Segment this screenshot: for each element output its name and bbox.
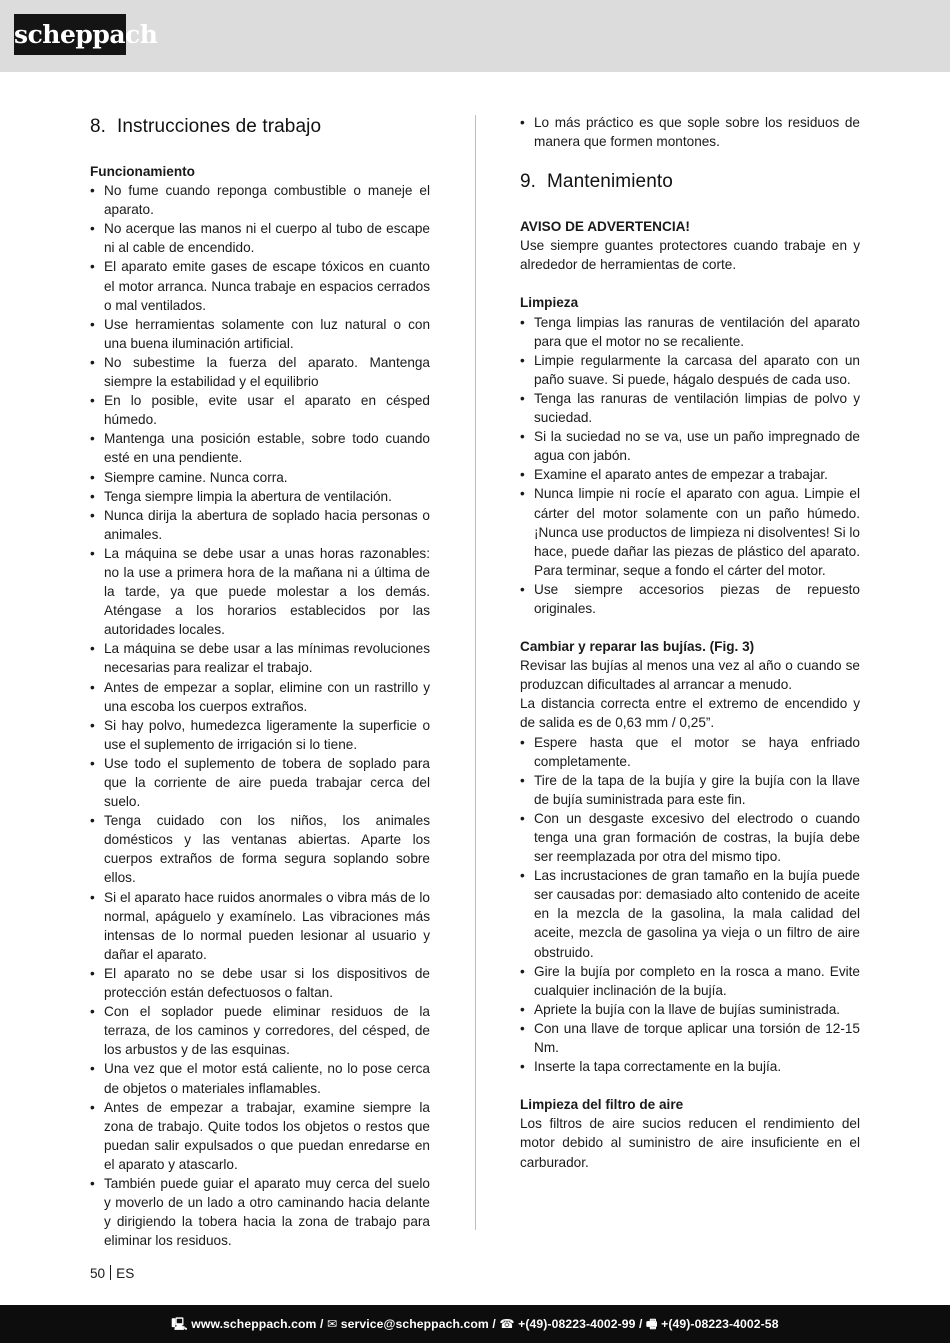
cleaning-heading: Limpieza (520, 295, 579, 311)
list-item: • Use siempre accesorios piezas de repuesto originales. (520, 580, 860, 618)
list-item: • Inserte la tapa correctamente en la bujía. (520, 1057, 860, 1076)
list-item: • Si el aparato hace ruidos anormales o vibra más de lo normal, apáguelo y examínelo. Las vibraciones más intensas de lo normal pueden lesionar al usuario y dañar el aparato. (90, 888, 430, 964)
computer-icon: 🖳 (171, 1317, 188, 1331)
list-item: • Gire la bujía por completo en la rosca a mano. Evite cualquier inclinación de la bujía. (520, 962, 860, 1000)
scheppach-logo: scheppach (14, 14, 126, 55)
warning-heading: AVISO DE ADVERTENCIA! (520, 219, 690, 235)
section-8-title-text: Instrucciones de trabajo (117, 116, 322, 137)
list-item: • Antes de empezar a soplar, elimine con un rastrillo y una escoba los cuerpos extraños. (90, 678, 430, 716)
list-item: • En lo posible, evite usar el aparato en césped húmedo. (90, 391, 430, 429)
list-item: • Apriete la bujía con la llave de bujías suministrada. (520, 1000, 860, 1019)
column-divider (475, 115, 476, 1230)
fax-icon: 🖷 (646, 1317, 658, 1331)
list-item: • Espere hasta que el motor se haya enfriado completamente. (520, 733, 860, 771)
continued-list (520, 113, 860, 151)
section-8-number: 8. (90, 116, 107, 137)
section-8-title (90, 113, 430, 141)
list-item: • Examine el aparato antes de empezar a trabajar. (520, 465, 860, 484)
spark-plug-heading: Cambiar y reparar las bujías. (Fig. 3) (520, 639, 755, 655)
list-item: • No fume cuando reponga combustible o maneje el aparato. (90, 181, 430, 219)
list-item: • Una vez que el motor está caliente, no lo pose cerca de objetos o materiales inflamables. (90, 1059, 430, 1097)
list-item: • Tenga limpias las ranuras de ventilación del aparato para que el motor no se recaliente. (520, 313, 860, 351)
list-item: • Lo más práctico es que sople sobre los residuos de manera que formen montones. (520, 113, 860, 151)
list-item: • Con un desgaste excesivo del electrodo o cuando tenga una gran formación de costras, la bujía debe ser reemplazada por otra del mismo tipo. (520, 809, 860, 866)
cleaning-list (520, 313, 860, 619)
list-item: • Mantenga una posición estable, sobre todo cuando esté en una pendiente. (90, 429, 430, 467)
list-item: • No subestime la fuerza del aparato. Mantenga siempre la estabilidad y el equilibrio (90, 353, 430, 391)
air-filter-heading: Limpieza del filtro de aire (520, 1097, 684, 1113)
fax-number: +(49)-08223-4002-58 (661, 1317, 779, 1331)
list-item: • Tenga siempre limpia la abertura de ventilación. (90, 487, 430, 506)
list-item: • Si la suciedad no se va, use un paño impregnado de agua con jabón. (520, 427, 860, 465)
list-item: • Siempre camine. Nunca corra. (90, 468, 430, 487)
list-item: • El aparato no se debe usar si los dispositivos de protección están defectuosos o faltan. (90, 964, 430, 1002)
language-code: ES (116, 1266, 135, 1281)
left-column (90, 113, 430, 1250)
list-item: • Tenga cuidado con los niños, los animales domésticos y las ventanas abiertas. Aparte los cuerpos extraños de forma segura soplando sobre ellos. (90, 811, 430, 887)
phone-number: +(49)-08223-4002-99 (518, 1317, 636, 1331)
page-header (0, 0, 950, 72)
list-item: • La máquina se debe usar a las mínimas revoluciones necesarias para realizar el trabajo. (90, 639, 430, 677)
phone-icon: ☎ (499, 1317, 515, 1331)
page-number: 50 (90, 1266, 106, 1281)
list-item: • Tire de la tapa de la bujía y gire la bujía con la llave de bujía suministrada para este fin. (520, 771, 860, 809)
list-item: • Si hay polvo, humedezca ligeramente la superficie o use el suplemento de irrigación si lo tiene. (90, 716, 430, 754)
list-item: • El aparato emite gases de escape tóxicos en cuanto el motor arranca. Nunca trabaje en espacios cerrados o mal ventilados. (90, 257, 430, 314)
list-item: • No acerque las manos ni el cuerpo al tubo de escape ni al cable de encendido. (90, 219, 430, 257)
section-9-title-text: Mantenimiento (547, 171, 673, 193)
spark-plug-text-1: Revisar las bujías al menos una vez al año o cuando se produzcan dificultades al arrancar a menudo. (520, 658, 860, 693)
list-item: • Antes de empezar a trabajar, examine siempre la zona de trabajo. Quite todos los objetos o restos que puedan salir expulsados o que puedan enredarse en el aparato y atascarlo. (90, 1098, 430, 1174)
list-item: • Use herramientas solamente con luz natural o con una buena iluminación artificial. (90, 315, 430, 353)
spark-plug-text-2: La distancia correcta entre el extremo de encendido y de salida es de 0,63 mm / 0,25”. (520, 696, 860, 731)
list-item: • Use todo el suplemento de tobera de soplado para que la corriente de aire pueda trabajar cerca del suelo. (90, 754, 430, 811)
website-link[interactable]: www.scheppach.com (191, 1317, 317, 1331)
list-item: • Nunca limpie ni rocíe el aparato con agua. Limpie el cárter del motor solamente con un paño húmedo. ¡Nunca use productos de limpieza ni disolventes! Si lo hace, puede dañar las piezas de plástico del aparato. Para terminar, seque a fondo el cárter del motor. (520, 484, 860, 579)
list-item: • Nunca dirija la abertura de soplado hacia personas o animales. (90, 506, 430, 544)
page-number-label (90, 1264, 134, 1283)
list-item: • También puede guiar el aparato muy cerca del suelo y moverlo de un lado a otro caminando hacia delante y dirigiendo la tobera hacia la zona de trabajo para eliminar los residuos. (90, 1174, 430, 1250)
section-9-number: 9. (520, 171, 537, 193)
list-item: • Con el soplador puede eliminar residuos de la terraza, de los caminos y corredores, del césped, de los arbustos y de las esquinas. (90, 1002, 430, 1059)
spark-plug-list (520, 733, 860, 1077)
list-item: • Limpie regularmente la carcasa del aparato con un paño suave. Si puede, hágalo después de cada uso. (520, 351, 860, 389)
section-9-title (520, 168, 860, 196)
operation-subheading: Funcionamiento (90, 164, 195, 179)
list-item: • Las incrustaciones de gran tamaño en la bujía puede ser causadas por: demasiado alto contenido de aceite en la mezcla de la gasolina, la mala calidad del aceite, mezcla de gasolina ya vieja o un filtro de aire obstruido. (520, 866, 860, 961)
operation-list (90, 181, 430, 1250)
contact-footer: 🖳 www.scheppach.com / ✉ service@scheppach.com / ☎ +(49)-08223-4002-99 / 🖷 +(49)-08223-4002-58 (0, 1305, 950, 1343)
email-icon: ✉ (326, 1317, 338, 1331)
list-item: • Tenga las ranuras de ventilación limpias de polvo y suciedad. (520, 389, 860, 427)
air-filter-text: Los filtros de aire sucios reducen el rendimiento del motor debido al suministro de aire insuficiente en el carburador. (520, 1116, 860, 1170)
right-column (520, 113, 860, 1172)
email-link[interactable]: service@scheppach.com (340, 1317, 489, 1331)
warning-text: Use siempre guantes protectores cuando trabaje en y alrededor de herramientas de corte. (520, 238, 860, 273)
list-item: • Con una llave de torque aplicar una torsión de 12-15 Nm. (520, 1019, 860, 1057)
list-item: • La máquina se debe usar a unas horas razonables: no la use a primera hora de la mañana ni a última de la tarde, ya que puede molestar a los demás. Aténgase a los horarios establecidos por las autoridades locales. (90, 544, 430, 639)
